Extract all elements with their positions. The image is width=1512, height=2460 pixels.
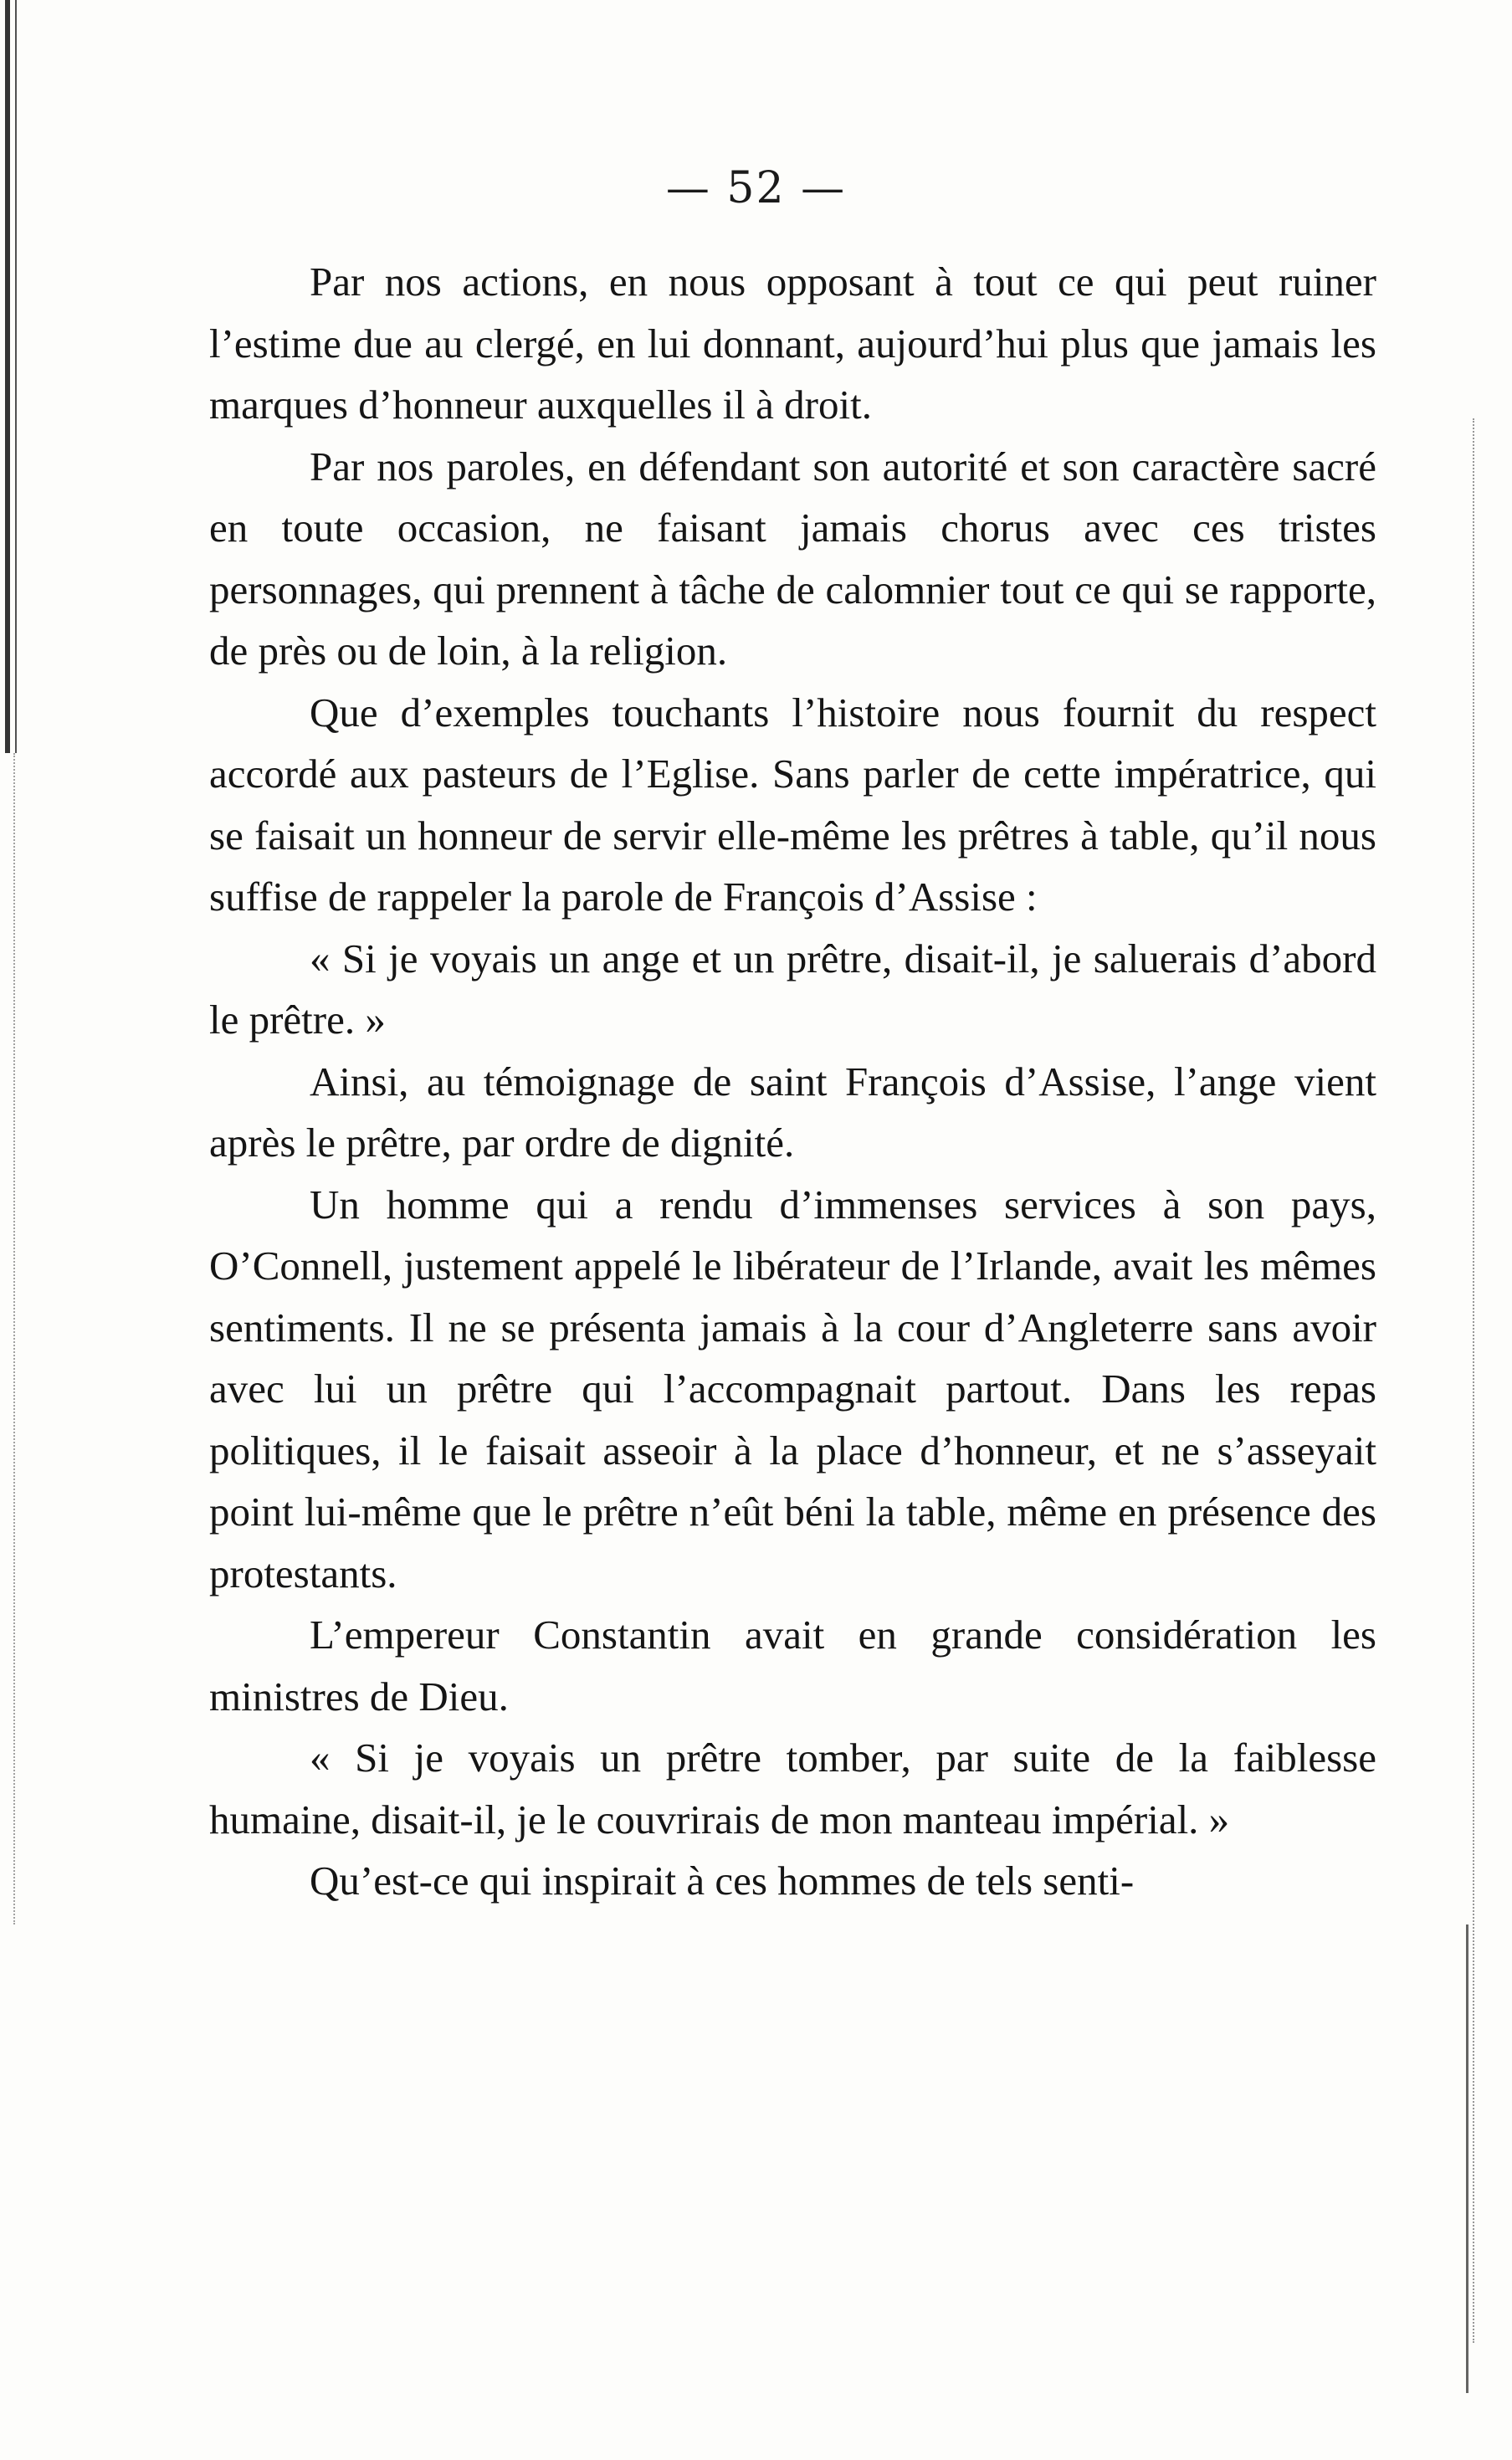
paragraph: « Si je voyais un prêtre tomber, par suite de la faiblesse humaine, disait-il, je le couvrirais de mon manteau impérial. » [209, 1735, 1376, 1842]
paragraph: Ainsi, au témoignage de saint François d’Assise, l’ange vient après le prêtre, par ordre de dignité. [209, 1058, 1376, 1166]
paragraph: Par nos paroles, en défendant son autorité et son caractère sacré en toute occasion, ne faisant jamais chorus avec ces tristes personnages, qui prennent à tâche de calomnier tout ce qui se rapporte, de près ou de loin, à la religion. [209, 443, 1376, 674]
paragraph: Que d’exemples touchants l’histoire nous fournit du respect accordé aux pasteurs de l’Eglise. Sans parler de cette impératrice, qui se faisait un honneur de servir elle-même les prêtres à table, qu’il nous suffise de rappeler la parole de François d’Assise : [209, 689, 1376, 920]
paragraph: Qu’est-ce qui inspirait à ces hommes de tels senti- [310, 1858, 1135, 1904]
paragraph: Un homme qui a rendu d’immenses services à son pays, O’Connell, justement appelé le libérateur de l’Irlande, avait les mêmes sentiments. Il ne se présenta jamais à la cour d’Angleterre sans avoir avec lui un prêtre qui l’accompagnait partout. Dans les repas politiques, il le faisait asseoir à la place d’honneur, et ne s’asseyait point lui-même que le prêtre n’eût béni la table, même en présence des protestants. [209, 1181, 1376, 1596]
scan-edge-right [1473, 418, 1478, 2343]
scan-edge-left [5, 0, 27, 753]
paragraph: L’empereur Constantin avait en grande considération les ministres de Dieu. [209, 1612, 1376, 1719]
scan-edge-left-dots [13, 753, 20, 1924]
page-number: — 52 — [665, 163, 847, 213]
paragraph: « Si je voyais un ange et un prêtre, disait-il, je saluerais d’abord le prêtre. » [209, 935, 1376, 1043]
scan-edge-right-line [1466, 1924, 1468, 2393]
body-text [209, 251, 1376, 1912]
paragraph: Par nos actions, en nous opposant à tout ce qui peut ruiner l’estime due au clergé, en lui donnant, aujourd’hui plus que jamais les marques d’honneur auxquelles il à droit. [209, 259, 1376, 428]
